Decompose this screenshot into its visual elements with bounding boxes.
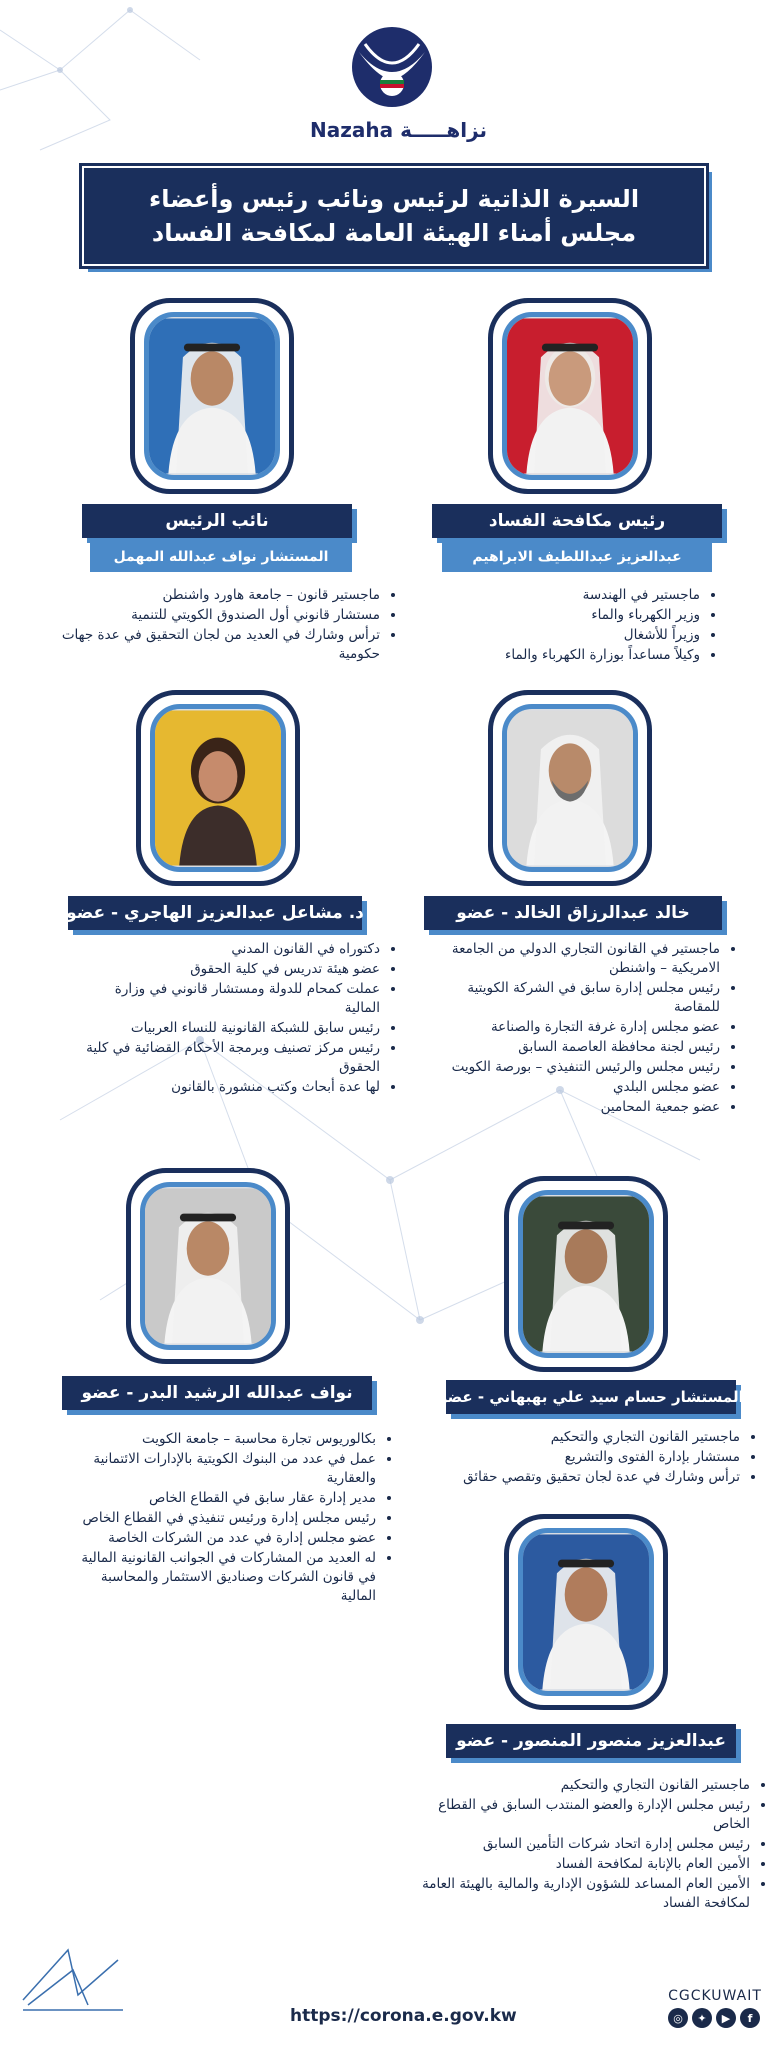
list-item: • رئيس مجلس إدارة ورئيس تنفيذي في القطاع الخاص xyxy=(76,1509,376,1528)
person-photo-icon xyxy=(523,1195,649,1353)
list-item: • مستشار قانوني أول الصندوق الكويتي للتنمية xyxy=(60,606,380,625)
list-item: • ترأس وشارك في العديد من لجان التحقيق في عدة جهات حكومية xyxy=(60,626,380,664)
bullets-member-4 xyxy=(80,940,398,1098)
portrait-member-7 xyxy=(504,1514,668,1710)
role-member-1: رئيس مكافحة الفساد xyxy=(432,504,722,538)
portrait-member-3 xyxy=(488,690,652,886)
portrait-member-4 xyxy=(136,690,300,886)
portrait-member-2 xyxy=(130,298,294,494)
list-item: • رئيس لجنة محافظة العاصمة السابق xyxy=(420,1038,720,1057)
role-member-7: عبدالعزيز منصور المنصور - عضو xyxy=(446,1724,736,1758)
list-item: • ماجستير القانون التجاري والتحكيم xyxy=(400,1428,740,1447)
portrait-member-6 xyxy=(126,1168,290,1364)
instagram-icon[interactable]: ◎ xyxy=(668,2008,688,2028)
bullets-member-1 xyxy=(440,586,718,666)
list-item: • عضو مجلس إدارة في عدد من الشركات الخاصة xyxy=(76,1529,376,1548)
name-member-1: عبدالعزيز عبداللطيف الابراهيم xyxy=(442,542,712,572)
role-member-5: المستشار حسام سيد علي بهبهاني - عضو xyxy=(446,1380,736,1414)
list-item: • رئيس مجلس إدارة اتحاد شركات التأمين السابق xyxy=(420,1835,750,1854)
person-photo-icon xyxy=(149,317,275,475)
list-item: • الأمين العام المساعد للشؤون الإدارية والمالية بالهيئة العامة لمكافحة الفساد xyxy=(420,1875,750,1913)
bullets-member-7 xyxy=(420,1776,768,1914)
page-title xyxy=(82,166,706,266)
youtube-icon[interactable]: ▶ xyxy=(716,2008,736,2028)
brand-arabic: نزاهـــــة xyxy=(400,118,488,142)
role-member-4: د. مشاعل عبدالعزيز الهاجري - عضو xyxy=(68,896,362,930)
role-member-6: نواف عبدالله الرشيد البدر - عضو xyxy=(62,1376,372,1410)
bullets-member-2 xyxy=(60,586,398,665)
bullets-member-6 xyxy=(76,1430,394,1607)
person-photo-icon xyxy=(507,709,633,867)
list-item: • عملت كمحام للدولة ومستشار قانوني في وزارة المالية xyxy=(80,980,380,1018)
list-item: • ماجستير قانون – جامعة هاورد واشنطن xyxy=(60,586,380,605)
portrait-member-1 xyxy=(488,298,652,494)
list-item: • رئيس مجلس إدارة سابق في الشركة الكويتية للمقاصة xyxy=(420,979,720,1017)
facebook-icon[interactable]: f xyxy=(740,2008,760,2028)
role-member-3: خالد عبدالرزاق الخالد - عضو xyxy=(424,896,722,930)
social-icons xyxy=(668,2008,760,2028)
list-item: • دكتوراه في القانون المدني xyxy=(80,940,380,959)
list-item: • عضو مجلس إدارة غرفة التجارة والصناعة xyxy=(420,1018,720,1037)
footer-url[interactable]: https://corona.e.gov.kw xyxy=(290,2006,517,2026)
person-photo-icon xyxy=(155,709,281,867)
list-item: • رئيس مجلس والرئيس التنفيذي – بورصة الكويت xyxy=(420,1058,720,1077)
role-member-2: نائب الرئيس xyxy=(82,504,352,538)
list-item: • عمل في عدد من البنوك الكويتية بالإدارات الائتمانية والعقارية xyxy=(76,1450,376,1488)
title-line-2: مجلس أمناء الهيئة العامة لمكافحة الفساد xyxy=(151,219,637,247)
nazaha-logo xyxy=(310,22,488,142)
list-item: • عضو جمعية المحامين xyxy=(420,1098,720,1117)
portrait-member-5 xyxy=(504,1176,668,1372)
list-item: • عضو هيئة تدريس في كلية الحقوق xyxy=(80,960,380,979)
person-photo-icon xyxy=(523,1533,649,1691)
list-item: • رئيس سابق للشبكة القانونية للنساء العربيات xyxy=(80,1019,380,1038)
bullets-member-3 xyxy=(420,940,738,1118)
list-item: • ماجستير في الهندسة xyxy=(440,586,700,605)
list-item: • مستشار بإدارة الفتوى والتشريع xyxy=(400,1448,740,1467)
brand-latin: Nazaha xyxy=(310,118,394,142)
list-item: • مدير إدارة عقار سابق في القطاع الخاص xyxy=(76,1489,376,1508)
cgc-logo-icon xyxy=(18,1940,128,2030)
list-item: • رئيس مجلس الإدارة والعضو المنتدب السابق في القطاع الخاص xyxy=(420,1796,750,1834)
list-item: • ماجستير القانون التجاري والتحكيم xyxy=(420,1776,750,1795)
list-item: • ترأس وشارك في عدة لجان تحقيق وتقصي حقائق xyxy=(400,1468,740,1487)
list-item: • وكيلاً مساعداً بوزارة الكهرباء والماء xyxy=(440,646,700,665)
person-photo-icon xyxy=(507,317,633,475)
list-item: • عضو مجلس البلدي xyxy=(420,1078,720,1097)
name-member-2: المستشار نواف عبدالله المهمل xyxy=(90,542,352,572)
list-item: • وزيراً للأشغال xyxy=(440,626,700,645)
title-line-1: السيرة الذاتية لرئيس ونائب رئيس وأعضاء xyxy=(148,185,640,213)
list-item: • بكالوريوس تجارة محاسبة – جامعة الكويت xyxy=(76,1430,376,1449)
list-item: • رئيس مركز تصنيف وبرمجة الأحكام القضائية في كلية الحقوق xyxy=(80,1039,380,1077)
list-item: • لها عدة أبحاث وكتب منشورة بالقانون xyxy=(80,1078,380,1097)
list-item: • وزير الكهرباء والماء xyxy=(440,606,700,625)
list-item: • له العديد من المشاركات في الجوانب القانونية المالية في قانون الشركات وصناديق الاستثمار والمحاسبة المالية xyxy=(76,1549,376,1606)
bullets-member-5 xyxy=(400,1428,758,1488)
list-item: • الأمين العام بالإنابة لمكافحة الفساد xyxy=(420,1855,750,1874)
footer-handle: CGCKUWAIT xyxy=(668,1988,762,2004)
twitter-icon[interactable]: ✦ xyxy=(692,2008,712,2028)
nazaha-emblem-icon xyxy=(347,22,437,112)
list-item: • ماجستير في القانون التجاري الدولي من الجامعة الامريكية – واشنطن xyxy=(420,940,720,978)
person-photo-icon xyxy=(145,1187,271,1345)
